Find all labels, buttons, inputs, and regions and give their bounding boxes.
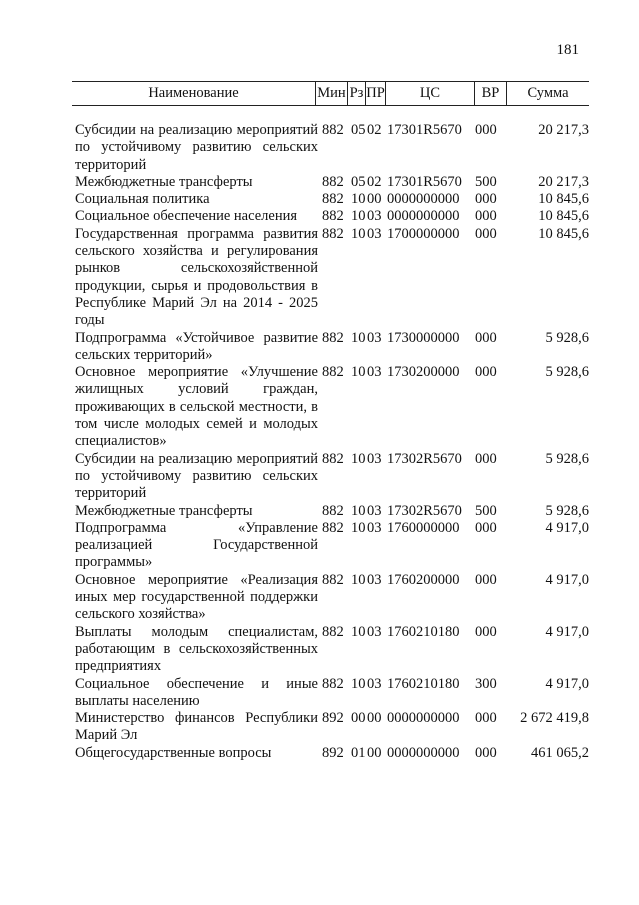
row-rz: 10	[351, 675, 366, 692]
row-vr: 000	[475, 122, 497, 138]
row-pr: 00	[367, 710, 382, 727]
row-pr: 03	[367, 450, 382, 467]
row-min: 882	[322, 364, 344, 381]
row-sum: 4 917,0	[545, 623, 589, 640]
row-vr: 000	[475, 225, 497, 242]
row-min: 882	[322, 623, 344, 640]
row-rz: 10	[351, 519, 366, 536]
row-rz: 01	[351, 744, 366, 761]
table-row	[75, 226, 589, 330]
row-pr: 03	[367, 329, 382, 346]
table-header	[72, 81, 589, 106]
row-min: 882	[322, 675, 344, 692]
row-pr: 03	[367, 208, 382, 225]
header-cs: ЦС	[385, 82, 474, 105]
row-pr: 03	[367, 675, 382, 692]
table-row	[75, 174, 589, 191]
table-row	[75, 710, 589, 745]
row-min: 882	[322, 208, 344, 225]
table-row	[75, 503, 589, 520]
row-cs: 0000000000	[387, 744, 460, 761]
row-cs: 1700000000	[387, 225, 460, 242]
row-sum: 20 217,3	[538, 173, 589, 190]
row-vr: 000	[475, 571, 497, 588]
row-name: Общегосударственные вопросы	[75, 744, 272, 761]
row-min: 882	[322, 122, 344, 138]
row-vr: 500	[475, 502, 497, 519]
row-rz: 05	[351, 122, 366, 138]
row-rz: 10	[351, 191, 366, 208]
row-pr: 03	[367, 519, 382, 536]
row-vr: 000	[475, 450, 497, 467]
table-row	[75, 572, 589, 624]
table-row	[75, 745, 589, 762]
row-min: 892	[322, 744, 344, 761]
row-cs: 17302R5670	[387, 502, 462, 519]
row-sum: 20 217,3	[538, 122, 589, 138]
row-sum: 10 845,6	[538, 191, 589, 208]
row-pr: 03	[367, 623, 382, 640]
row-name: Основное мероприятие «Улучшение жилищных условий граждан, проживающих в сельской местности, в том числе молодых семей и молодых специалистов»	[75, 364, 318, 450]
row-min: 882	[322, 571, 344, 588]
row-cs: 1760210180	[387, 675, 460, 692]
row-min: 882	[322, 173, 344, 190]
row-vr: 300	[475, 675, 497, 692]
row-sum: 10 845,6	[538, 208, 589, 225]
row-sum: 4 917,0	[545, 675, 589, 692]
row-cs: 17301R5670	[387, 173, 462, 190]
table-row	[75, 364, 589, 450]
row-pr: 03	[367, 225, 382, 242]
row-rz: 10	[351, 571, 366, 588]
row-rz: 10	[351, 450, 366, 467]
row-sum: 4 917,0	[545, 519, 589, 536]
row-name: Субсидии на реализацию мероприятий по устойчивому развитию сельских территорий	[75, 122, 318, 173]
row-cs: 17302R5670	[387, 450, 462, 467]
table-row	[75, 191, 589, 208]
row-min: 882	[322, 329, 344, 346]
row-rz: 05	[351, 173, 366, 190]
row-sum: 4 917,0	[545, 571, 589, 588]
row-vr: 000	[475, 519, 497, 536]
table-row	[75, 122, 589, 174]
row-cs: 1760000000	[387, 519, 460, 536]
row-vr: 000	[475, 208, 497, 225]
header-name: Наименование	[148, 85, 239, 101]
table-row	[75, 624, 589, 676]
row-name: Подпрограмма «Устойчивое развитие сельских территорий»	[75, 329, 318, 363]
row-vr: 000	[475, 710, 497, 727]
row-pr: 02	[367, 122, 382, 138]
row-name: Социальное обеспечение и иные выплаты населению	[75, 675, 318, 709]
header-rz: Рз	[347, 82, 365, 105]
table-body	[75, 122, 589, 762]
table-row	[75, 520, 589, 572]
row-sum: 5 928,6	[545, 502, 589, 519]
table-row	[75, 208, 589, 225]
row-pr: 03	[367, 571, 382, 588]
row-vr: 000	[475, 329, 497, 346]
row-name: Субсидии на реализацию мероприятий по устойчивому развитию сельских территорий	[75, 450, 318, 502]
header-vr: ВР	[474, 82, 506, 105]
row-min: 882	[322, 191, 344, 208]
header-sum: Сумма	[506, 82, 589, 105]
row-pr: 03	[367, 502, 382, 519]
row-rz: 00	[351, 710, 366, 727]
row-name: Социальное обеспечение населения	[75, 208, 298, 225]
row-name: Межбюджетные трансферты	[75, 502, 253, 519]
row-pr: 00	[367, 191, 382, 208]
row-pr: 03	[367, 364, 382, 381]
header-pr: ПР	[365, 82, 385, 105]
row-sum: 5 928,6	[545, 364, 589, 381]
table-row	[75, 676, 589, 711]
row-sum: 2 672 419,8	[520, 710, 589, 727]
row-pr: 02	[367, 173, 382, 190]
header-min: Мин	[315, 82, 347, 105]
row-sum: 10 845,6	[538, 225, 589, 242]
row-name: Министерство финансов Республики Марий Эл	[75, 710, 318, 744]
row-pr: 00	[367, 744, 382, 761]
table-row	[75, 451, 589, 503]
row-rz: 10	[351, 364, 366, 381]
row-sum: 461 065,2	[531, 744, 589, 761]
page-number: 181	[556, 42, 579, 58]
row-cs: 1760210180	[387, 623, 460, 640]
row-cs: 17301R5670	[387, 122, 462, 138]
row-name: Межбюджетные трансферты	[75, 173, 253, 190]
row-min: 882	[322, 450, 344, 467]
row-rz: 10	[351, 329, 366, 346]
row-name: Выплаты молодым специалистам, работающим в сельскохозяйственных предприятиях	[75, 623, 318, 675]
row-sum: 5 928,6	[545, 329, 589, 346]
row-vr: 500	[475, 173, 497, 190]
row-rz: 10	[351, 502, 366, 519]
row-cs: 0000000000	[387, 710, 460, 727]
row-sum: 5 928,6	[545, 450, 589, 467]
row-vr: 000	[475, 364, 497, 381]
row-cs: 0000000000	[387, 208, 460, 225]
row-vr: 000	[475, 191, 497, 208]
row-min: 882	[322, 502, 344, 519]
row-rz: 10	[351, 225, 366, 242]
row-rz: 10	[351, 623, 366, 640]
row-name: Государственная программа развития сельского хозяйства и регулирования рынков сельскохозяйственной продукции, сырья и продовольствия в Республике Марий Эл на 2014 - 2025 годы	[75, 225, 318, 329]
row-cs: 1760200000	[387, 571, 460, 588]
row-name: Подпрограмма «Управление реализацией Государственной программы»	[75, 519, 318, 571]
row-name: Основное мероприятие «Реализация иных мер государственной поддержки сельского хозяйства»	[75, 571, 318, 623]
row-min: 882	[322, 225, 344, 242]
row-vr: 000	[475, 623, 497, 640]
table-row	[75, 330, 589, 365]
row-cs: 1730000000	[387, 329, 460, 346]
row-min: 892	[322, 710, 344, 727]
row-cs: 0000000000	[387, 191, 460, 208]
row-vr: 000	[475, 744, 497, 761]
row-cs: 1730200000	[387, 364, 460, 381]
row-name: Социальная политика	[75, 191, 210, 208]
row-min: 882	[322, 519, 344, 536]
row-rz: 10	[351, 208, 366, 225]
